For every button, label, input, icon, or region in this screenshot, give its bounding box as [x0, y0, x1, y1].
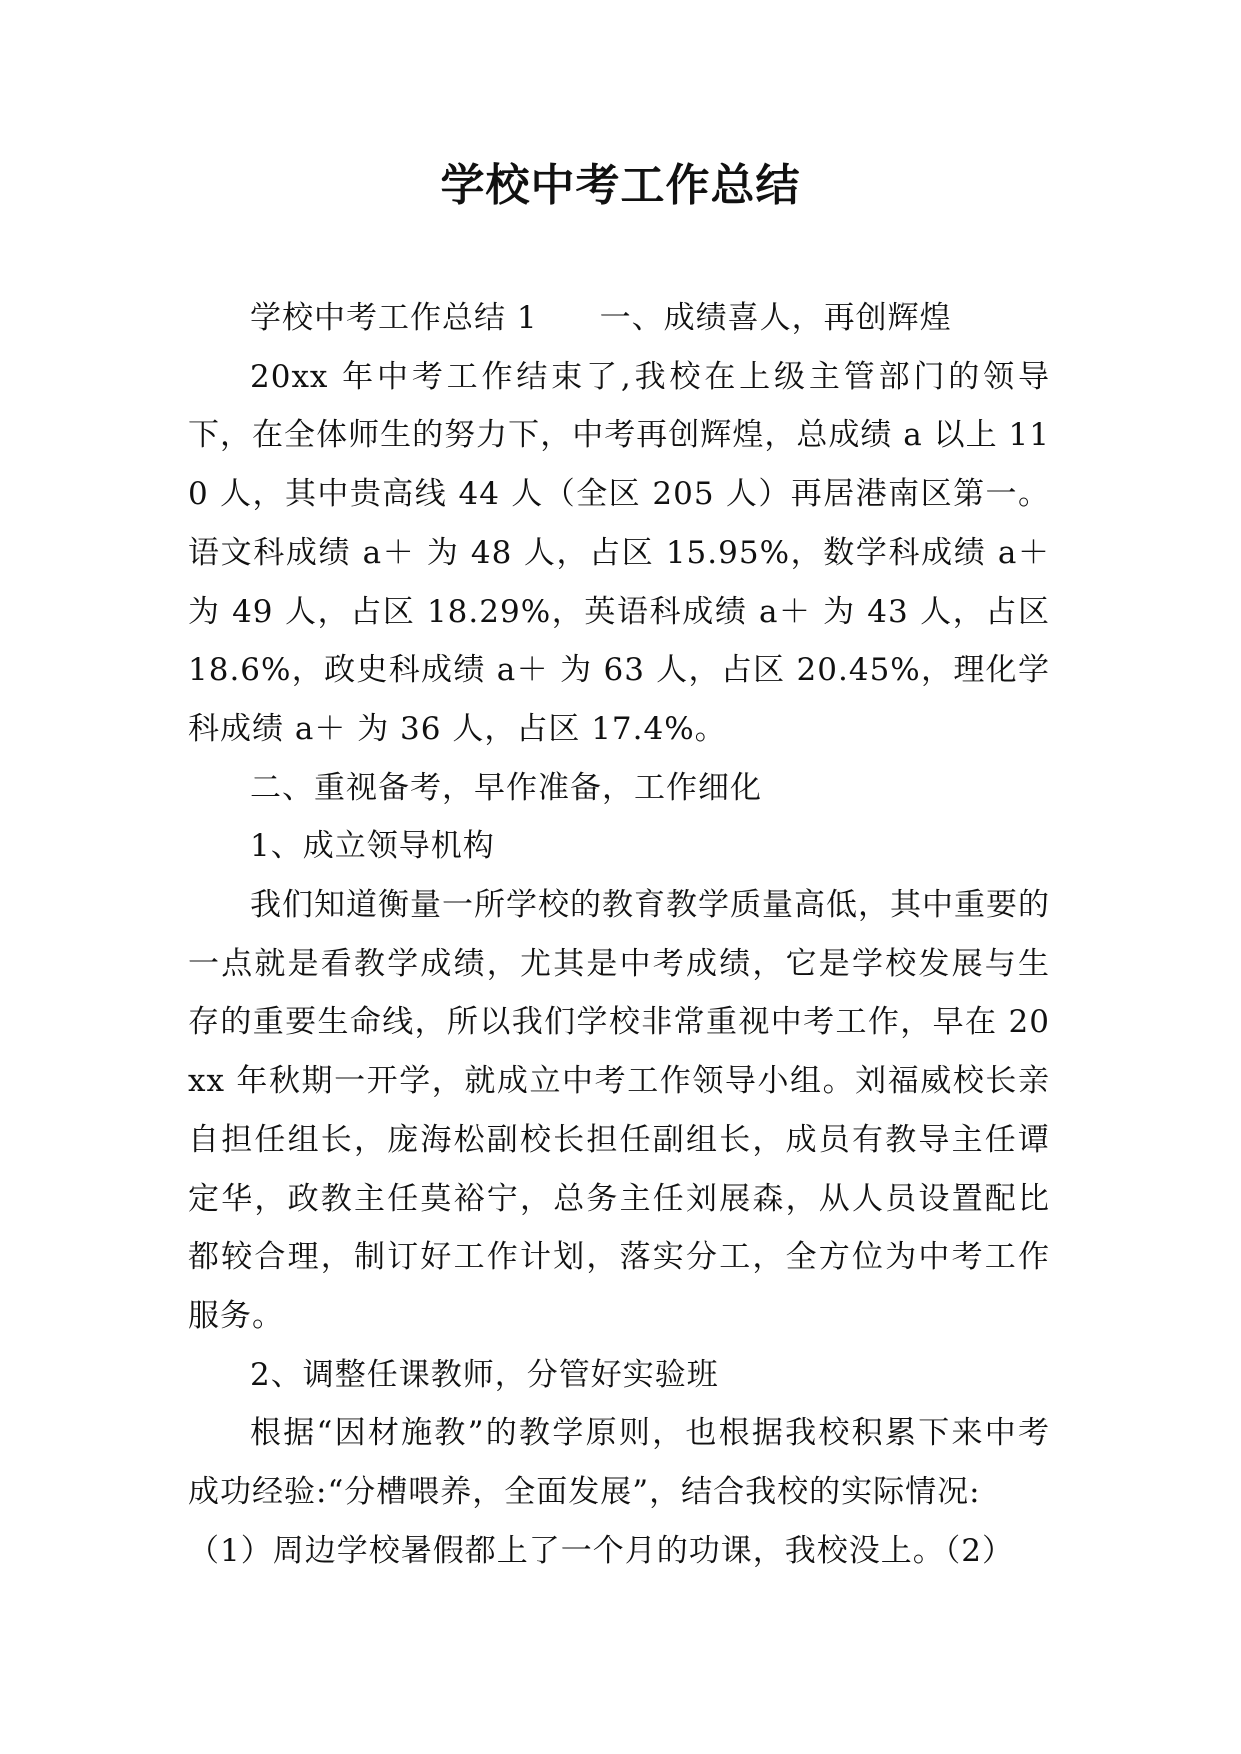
paragraph-leadership: 我们知道衡量一所学校的教育教学质量高低，其中重要的一点就是看教学成绩，尤其是中考成绩，它是学校发展与生存的重要生命线，所以我们学校非常重视中考工作，早在 20xx 年秋期一开学，就成立中考工作领导小组。刘福威校长亲自担任组长，庞海松副校长担任副组长，成员有教导主任谭定华，政教主任莫裕宁，总务主任刘展森，从人员设置配比都较合理，制订好工作计划，落实分工，全方位为中考工作服务。	[188, 887, 1050, 1334]
paragraph-teaching-principle: 根据“因材施教”的教学原则，也根据我校积累下来中考成功经验:“分槽喂养，全面发展”，结合我校的实际情况:	[188, 1415, 1050, 1511]
paragraph-item-list: （1）周边学校暑假都上了一个月的功课，我校没上。（2）	[188, 1532, 1014, 1569]
subsection-1-heading: 1、成立领导机构	[250, 828, 495, 865]
section-1-heading: 一、成绩喜人，再创辉煌	[599, 300, 952, 336]
section-2-heading: 二、重视备考，早作准备，工作细化	[250, 769, 762, 806]
document-title: 学校中考工作总结	[440, 160, 801, 211]
document-body	[188, 289, 1050, 1580]
subsection-2-heading: 2、调整任课教师，分管好实验班	[250, 1356, 719, 1393]
intro-label: 学校中考工作总结 1	[250, 300, 538, 336]
intro-line	[188, 289, 1050, 348]
paragraph-results: 20xx 年中考工作结束了,我校在上级主管部门的领导下，在全体师生的努力下，中考再创辉煌，总成绩 a 以上 110 人，其中贵高线 44 人（全区 205 人）再居港南区第一。语文科成绩 a＋ 为 48 人，占区 15.95%，数学科成绩 a＋ 为 49 人，占区 18.29%，英语科成绩 a＋ 为 43 人，占区 18.6%，政史科成绩 a＋ 为 63 人，占区 20.45%，理化学科成绩 a＋ 为 36 人，占区 17.4%。	[188, 358, 1050, 747]
